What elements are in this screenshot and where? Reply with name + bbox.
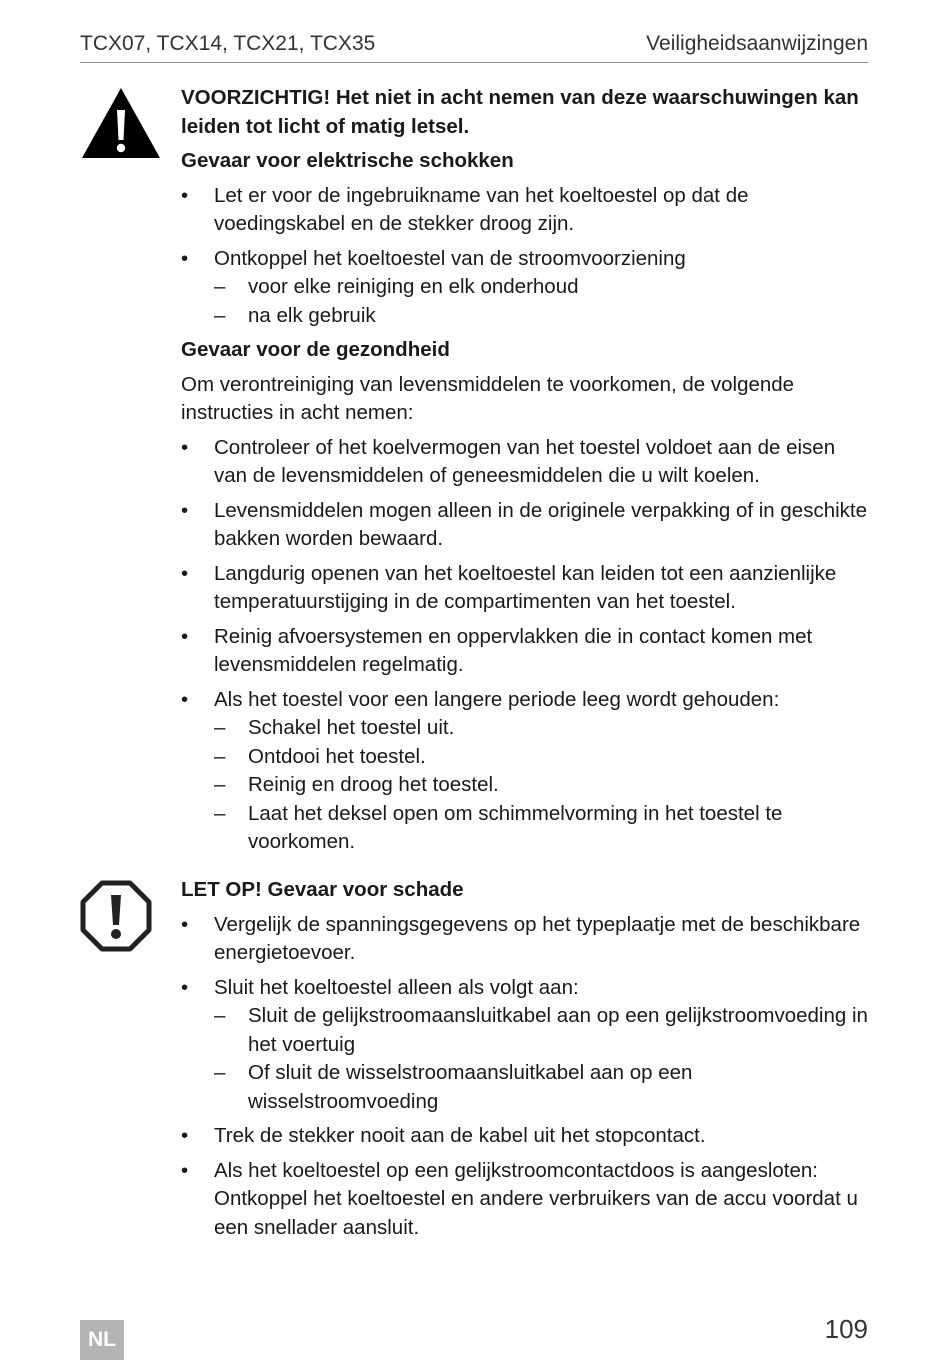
- list-item-text: Als het toestel voor een langere periode leeg wordt gehouden:: [214, 687, 780, 711]
- list-item-text: Levensmiddelen mogen alleen in de originele verpakking of in geschikte bakken worden bewaard.: [214, 498, 867, 550]
- sub-list-item: – na elk gebruik: [214, 302, 871, 331]
- sub-list-item: – Of sluit de wisselstroomaansluitkabel aan op een wisselstroomvoeding: [214, 1059, 871, 1116]
- list-item: [181, 560, 871, 617]
- sub-list: [214, 273, 871, 330]
- health-intro: Om verontreiniging van levensmiddelen te voorkomen, de volgende instructies in acht nemen:: [181, 372, 795, 424]
- list-item-text: Reinig afvoersystemen en oppervlakken die in contact komen met levensmiddelen regelmatig.: [214, 624, 813, 676]
- sub-list-item: – Sluit de gelijkstroomaansluitkabel aan op een gelijkstroomvoeding in het voertuig: [214, 1002, 871, 1059]
- list-item-text: Langdurig openen van het koeltoestel kan leiden tot een aanzienlijke temperatuurstijging in de compartimenten van het toestel.: [214, 561, 837, 613]
- list-item: [181, 245, 871, 331]
- list-item: [181, 182, 871, 239]
- exclamation-octagon-icon: [80, 880, 152, 952]
- list-item: [181, 911, 871, 968]
- header-models: TCX07, TCX14, TCX21, TCX35: [80, 32, 376, 55]
- notice-heading: LET OP! Gevaar voor schade: [181, 878, 464, 901]
- health-heading: Gevaar voor de gezondheid: [181, 338, 450, 361]
- health-list: [181, 434, 871, 857]
- list-item-text: Controleer of het koelvermogen van het toestel voldoet aan de eisen van de levensmiddelen of geneesmiddelen die u wilt koelen.: [214, 435, 836, 487]
- caution-section: [181, 84, 871, 863]
- list-item: [181, 974, 871, 1117]
- sub-list-item: – Ontdooi het toestel.: [214, 743, 871, 772]
- electric-list: [181, 182, 871, 331]
- list-item-text: Vergelijk de spanningsgegevens op het typeplaatje met de beschikbare energietoevoer.: [214, 912, 861, 964]
- sub-list-item: – Reinig en droog het toestel.: [214, 771, 871, 800]
- language-badge: NL: [80, 1320, 124, 1360]
- caution-title: VOORZICHTIG! Het niet in acht nemen van deze waarschuwingen kan leiden tot licht of matig letsel.: [181, 86, 859, 138]
- sub-list-item: – Laat het deksel open om schimmelvorming in het toestel te voorkomen.: [214, 800, 871, 857]
- list-item-text: Let er voor de ingebruikname van het koeltoestel op dat de voedingskabel en de stekker droog zijn.: [214, 183, 749, 235]
- page-number: 109: [824, 1314, 868, 1344]
- list-item-text: Trek de stekker nooit aan de kabel uit het stopcontact.: [214, 1124, 706, 1147]
- page-header: [80, 30, 868, 63]
- sub-list: [214, 1002, 871, 1116]
- list-item-text: Sluit het koeltoestel alleen als volgt aan:: [214, 975, 579, 999]
- warning-triangle-icon: [80, 86, 162, 160]
- header-section: Veiligheidsaanwijzingen: [646, 32, 868, 55]
- notice-list: [181, 911, 871, 1243]
- list-item: [181, 623, 871, 680]
- list-item: [181, 434, 871, 491]
- sub-list-item: – Schakel het toestel uit.: [214, 714, 871, 743]
- list-item: [181, 1157, 871, 1243]
- sub-list-item: – voor elke reiniging en elk onderhoud: [214, 273, 871, 302]
- notice-section: [181, 876, 871, 1248]
- list-item: [181, 497, 871, 554]
- electric-heading: Gevaar voor elektrische schokken: [181, 149, 514, 172]
- list-item: [181, 1122, 871, 1151]
- list-item-text: Ontkoppel het koeltoestel van de stroomvoorziening: [214, 246, 686, 270]
- sub-list: [214, 714, 871, 857]
- list-item-text: Als het koeltoestel op een gelijkstroomcontactdoos is aangesloten: Ontkoppel het koeltoestel en andere verbruikers van de accu voordat u een snellader aansluit.: [214, 1158, 858, 1239]
- list-item: [181, 686, 871, 857]
